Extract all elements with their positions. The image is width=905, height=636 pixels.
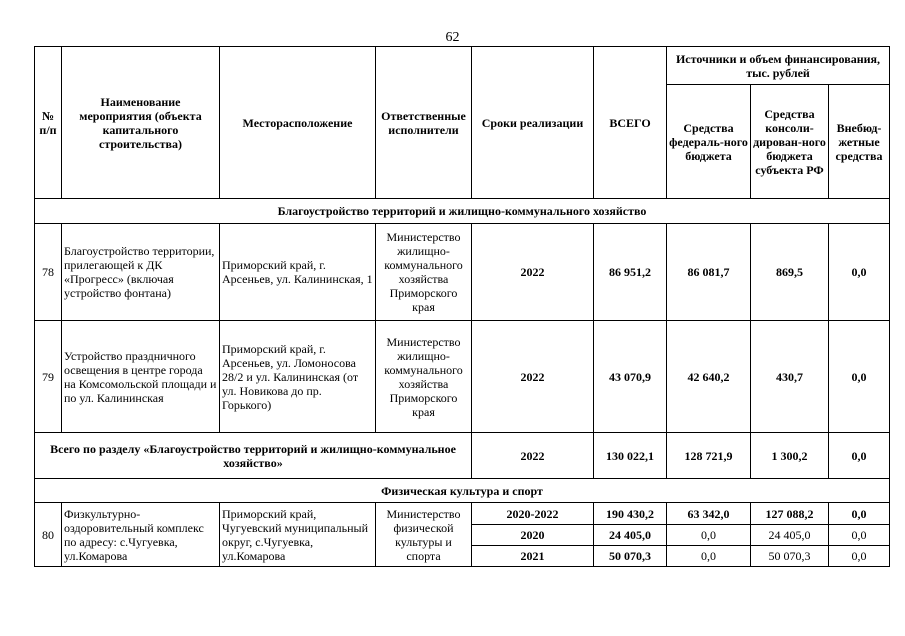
row-federal: 0,0 bbox=[667, 525, 751, 546]
section-total-sum: 130 022,1 bbox=[594, 433, 667, 479]
row-extra: 0,0 bbox=[829, 546, 890, 567]
row-term: 2020 bbox=[472, 525, 594, 546]
row-term: 2020-2022 bbox=[472, 503, 594, 525]
row-regional: 50 070,3 bbox=[751, 546, 829, 567]
row-num: 79 bbox=[35, 321, 62, 433]
header-executors: Ответственные исполнители bbox=[376, 47, 472, 199]
row-executor: Министерство жилищно-коммунального хозяйства Приморского края bbox=[376, 224, 472, 321]
header-location: Месторасположение bbox=[220, 47, 376, 199]
row-federal: 63 342,0 bbox=[667, 503, 751, 525]
row-extra: 0,0 bbox=[829, 321, 890, 433]
table-row bbox=[35, 224, 890, 321]
row-total: 190 430,2 bbox=[594, 503, 667, 525]
row-executor: Министерство жилищно-коммунального хозяйства Приморского края bbox=[376, 321, 472, 433]
row-num: 78 bbox=[35, 224, 62, 321]
table-row bbox=[35, 321, 890, 433]
row-executor: Министерство физической культуры и спорта bbox=[376, 503, 472, 567]
row-term: 2022 bbox=[472, 224, 594, 321]
row-total: 43 070,9 bbox=[594, 321, 667, 433]
row-federal: 86 081,7 bbox=[667, 224, 751, 321]
header-federal: Средства федераль-ного бюджета bbox=[667, 85, 751, 199]
row-name: Благоустройство территории, прилегающей к ДК «Прогресс» (включая устройство фонтана) bbox=[62, 224, 220, 321]
row-extra: 0,0 bbox=[829, 525, 890, 546]
section-total-extra: 0,0 bbox=[829, 433, 890, 479]
page-number: 62 bbox=[445, 30, 460, 45]
header-sources: Источники и объем финансирования, тыс. рублей bbox=[667, 47, 890, 85]
section-title: Благоустройство территорий и жилищно-коммунального хозяйство bbox=[35, 199, 890, 224]
header-total: ВСЕГО bbox=[594, 47, 667, 199]
row-federal: 0,0 bbox=[667, 546, 751, 567]
row-total: 24 405,0 bbox=[594, 525, 667, 546]
row-regional: 430,7 bbox=[751, 321, 829, 433]
section-title: Физическая культура и спорт bbox=[35, 479, 890, 503]
row-extra: 0,0 bbox=[829, 503, 890, 525]
row-term: 2021 bbox=[472, 546, 594, 567]
row-regional: 869,5 bbox=[751, 224, 829, 321]
header-terms: Сроки реализации bbox=[472, 47, 594, 199]
row-num: 80 bbox=[35, 503, 62, 567]
row-location: Приморский край, Чугуевский муниципальный округ, с.Чугуевка, ул.Комарова bbox=[220, 503, 376, 567]
header-num: № п/п bbox=[35, 47, 62, 199]
row-location: Приморский край, г. Арсеньев, ул. Ломоносова 28/2 и ул. Калининская (от ул. Новикова до пр. Горького) bbox=[220, 321, 376, 433]
table-row bbox=[35, 503, 890, 525]
row-total: 86 951,2 bbox=[594, 224, 667, 321]
financing-table bbox=[34, 46, 890, 567]
section-total-label: Всего по разделу «Благоустройство территорий и жилищно-коммунальное хозяйство» bbox=[35, 433, 472, 479]
header-extra: Внебюд-жетные средства bbox=[829, 85, 890, 199]
row-extra: 0,0 bbox=[829, 224, 890, 321]
row-name: Устройство праздничного освещения в центре города на Комсомольской площади и по ул. Калининская bbox=[62, 321, 220, 433]
section-total-federal: 128 721,9 bbox=[667, 433, 751, 479]
row-regional: 24 405,0 bbox=[751, 525, 829, 546]
row-term: 2022 bbox=[472, 321, 594, 433]
row-location: Приморский край, г. Арсеньев, ул. Калининская, 1 bbox=[220, 224, 376, 321]
row-total: 50 070,3 bbox=[594, 546, 667, 567]
header-name: Наименование мероприятия (объекта капитального строительства) bbox=[62, 47, 220, 199]
row-federal: 42 640,2 bbox=[667, 321, 751, 433]
section-total-regional: 1 300,2 bbox=[751, 433, 829, 479]
section-total-row bbox=[35, 433, 890, 479]
section-total-term: 2022 bbox=[472, 433, 594, 479]
row-regional: 127 088,2 bbox=[751, 503, 829, 525]
header-regional: Средства консоли-дирован-ного бюджета субъекта РФ bbox=[751, 85, 829, 199]
row-name: Физкультурно-оздоровительный комплекс по адресу: с.Чугуевка, ул.Комарова bbox=[62, 503, 220, 567]
